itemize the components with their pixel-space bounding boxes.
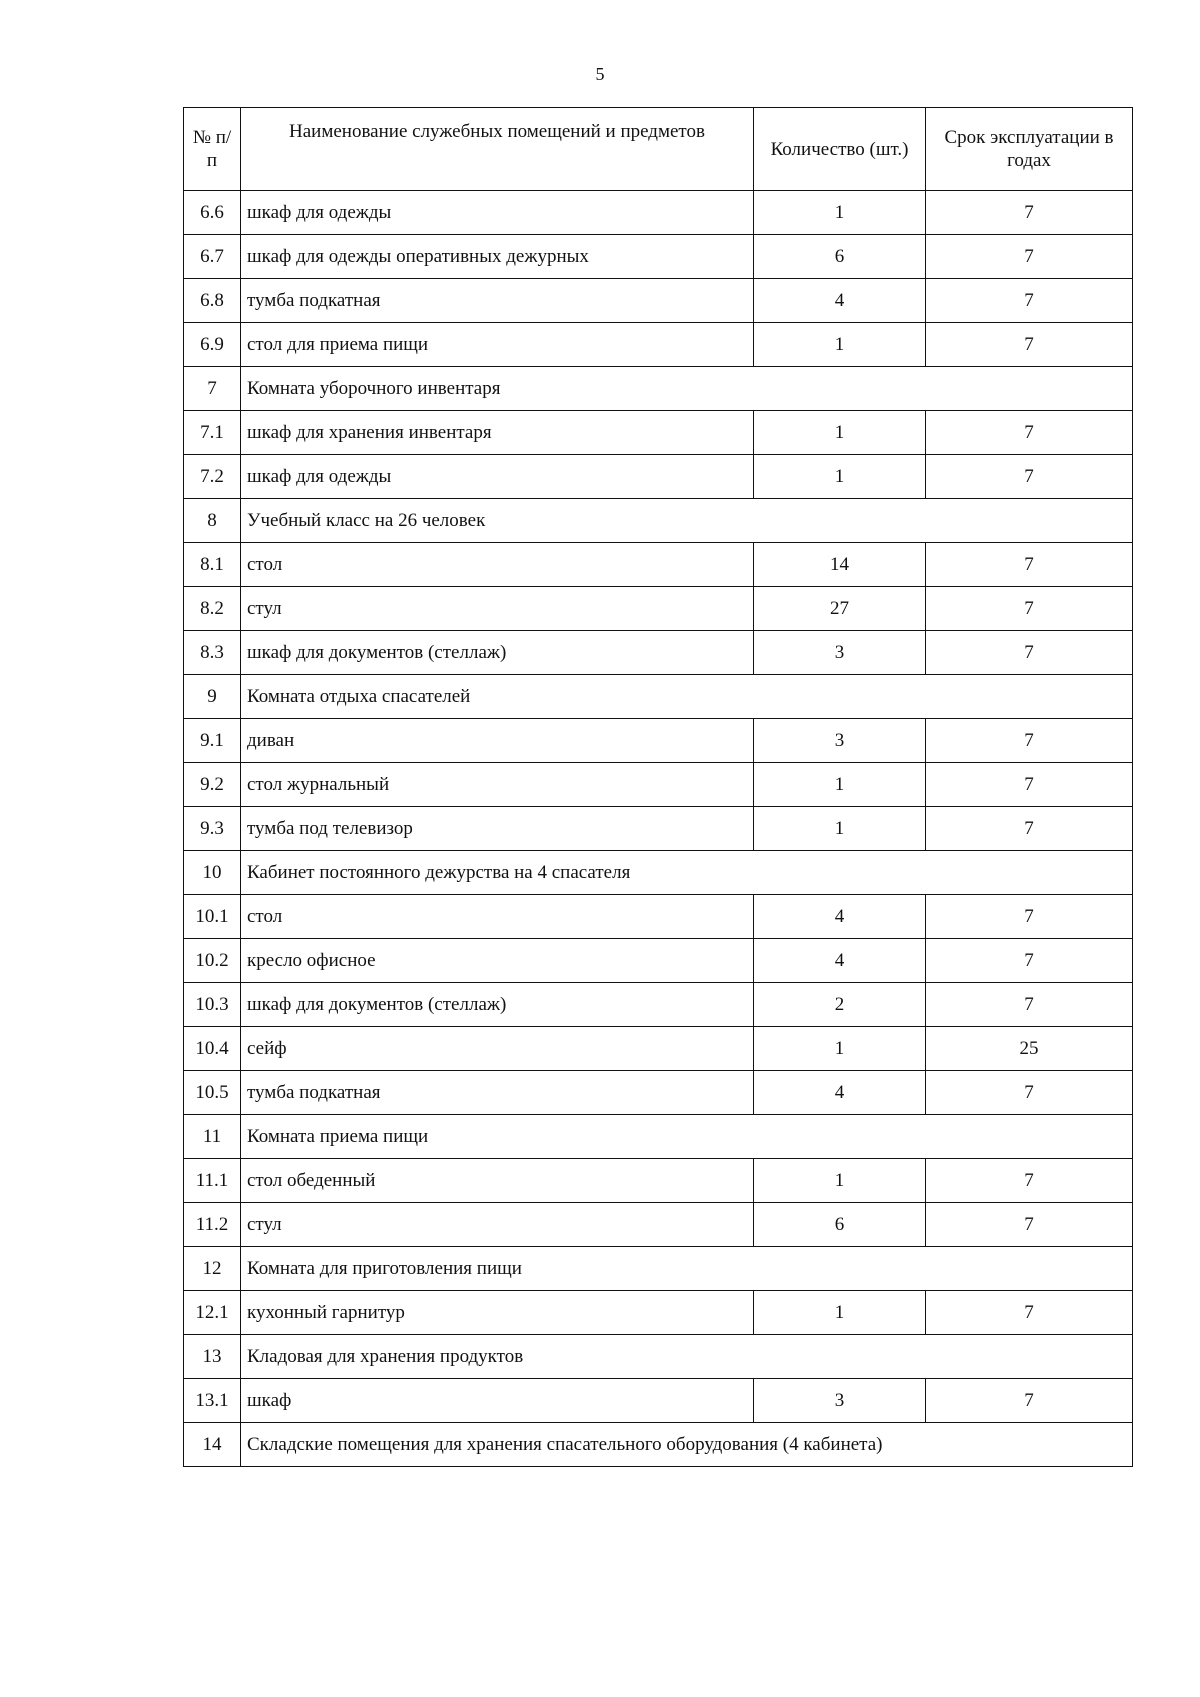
- row-number: 6.7: [184, 235, 241, 279]
- row-number: 9.3: [184, 807, 241, 851]
- item-service-life: 7: [926, 1379, 1133, 1423]
- item-service-life: 7: [926, 543, 1133, 587]
- row-number: 7.1: [184, 411, 241, 455]
- item-quantity: 1: [754, 1291, 926, 1335]
- item-service-life: 7: [926, 1071, 1133, 1115]
- section-row: [184, 367, 1133, 411]
- item-quantity: 2: [754, 983, 926, 1027]
- item-quantity: 6: [754, 235, 926, 279]
- item-service-life: 7: [926, 411, 1133, 455]
- item-service-life: 7: [926, 323, 1133, 367]
- item-quantity: 4: [754, 939, 926, 983]
- table-row: [184, 279, 1133, 323]
- row-number: 10.3: [184, 983, 241, 1027]
- section-row: [184, 499, 1133, 543]
- table-row: [184, 939, 1133, 983]
- row-number: 10.5: [184, 1071, 241, 1115]
- item-quantity: 3: [754, 719, 926, 763]
- table-row: [184, 411, 1133, 455]
- row-number: 8.1: [184, 543, 241, 587]
- item-service-life: 7: [926, 1159, 1133, 1203]
- row-number: 12.1: [184, 1291, 241, 1335]
- item-quantity: 27: [754, 587, 926, 631]
- section-title: Комната приема пищи: [241, 1115, 1133, 1159]
- row-number: 11.1: [184, 1159, 241, 1203]
- item-quantity: 1: [754, 411, 926, 455]
- item-service-life: 7: [926, 587, 1133, 631]
- row-number: 6.6: [184, 191, 241, 235]
- item-service-life: 7: [926, 455, 1133, 499]
- item-quantity: 3: [754, 1379, 926, 1423]
- section-title: Кладовая для хранения продуктов: [241, 1335, 1133, 1379]
- section-row: [184, 1115, 1133, 1159]
- item-name: тумба под телевизор: [241, 807, 754, 851]
- table-row: [184, 455, 1133, 499]
- row-number: 10: [184, 851, 241, 895]
- item-name: стол для приема пищи: [241, 323, 754, 367]
- row-number: 6.9: [184, 323, 241, 367]
- header-term: Срок эксплуатации в годах: [926, 108, 1133, 191]
- table-row: [184, 631, 1133, 675]
- section-row: [184, 1423, 1133, 1467]
- row-number: 10.4: [184, 1027, 241, 1071]
- equipment-table: [183, 107, 1133, 1467]
- item-service-life: 7: [926, 1291, 1133, 1335]
- section-title: Комната отдыха спасателей: [241, 675, 1133, 719]
- item-name: стол обеденный: [241, 1159, 754, 1203]
- item-name: стол: [241, 543, 754, 587]
- item-name: кухонный гарнитур: [241, 1291, 754, 1335]
- row-number: 11: [184, 1115, 241, 1159]
- row-number: 9.2: [184, 763, 241, 807]
- row-number: 12: [184, 1247, 241, 1291]
- item-quantity: 1: [754, 763, 926, 807]
- item-quantity: 1: [754, 1159, 926, 1203]
- row-number: 9.1: [184, 719, 241, 763]
- table-row: [184, 1379, 1133, 1423]
- item-quantity: 1: [754, 455, 926, 499]
- item-name: шкаф: [241, 1379, 754, 1423]
- item-service-life: 7: [926, 939, 1133, 983]
- item-name: тумба подкатная: [241, 279, 754, 323]
- item-quantity: 4: [754, 1071, 926, 1115]
- item-name: стол: [241, 895, 754, 939]
- item-name: кресло офисное: [241, 939, 754, 983]
- item-quantity: 1: [754, 191, 926, 235]
- row-number: 7.2: [184, 455, 241, 499]
- item-name: стул: [241, 1203, 754, 1247]
- table-row: [184, 191, 1133, 235]
- item-quantity: 6: [754, 1203, 926, 1247]
- item-quantity: 1: [754, 1027, 926, 1071]
- item-name: шкаф для одежды: [241, 455, 754, 499]
- table-row: [184, 587, 1133, 631]
- table-row: [184, 1071, 1133, 1115]
- table-row: [184, 807, 1133, 851]
- row-number: 8.2: [184, 587, 241, 631]
- table-row: [184, 895, 1133, 939]
- header-qty: Количество (шт.): [754, 108, 926, 191]
- item-name: тумба подкатная: [241, 1071, 754, 1115]
- item-name: сейф: [241, 1027, 754, 1071]
- item-name: шкаф для документов (стеллаж): [241, 983, 754, 1027]
- item-service-life: 7: [926, 1203, 1133, 1247]
- row-number: 10.2: [184, 939, 241, 983]
- section-row: [184, 851, 1133, 895]
- row-number: 11.2: [184, 1203, 241, 1247]
- table-row: [184, 323, 1133, 367]
- item-name: шкаф для одежды: [241, 191, 754, 235]
- row-number: 8.3: [184, 631, 241, 675]
- table-row: [184, 1027, 1133, 1071]
- row-number: 7: [184, 367, 241, 411]
- table-row: [184, 983, 1133, 1027]
- row-number: 13.1: [184, 1379, 241, 1423]
- table-header-row: [184, 108, 1133, 191]
- table-row: [184, 1159, 1133, 1203]
- row-number: 14: [184, 1423, 241, 1467]
- item-quantity: 1: [754, 807, 926, 851]
- item-service-life: 7: [926, 191, 1133, 235]
- header-name: Наименование служебных помещений и предметов: [241, 108, 754, 191]
- item-quantity: 4: [754, 895, 926, 939]
- table-row: [184, 235, 1133, 279]
- row-number: 9: [184, 675, 241, 719]
- row-number: 6.8: [184, 279, 241, 323]
- page-number: 5: [595, 64, 605, 84]
- table-row: [184, 1291, 1133, 1335]
- table-row: [184, 543, 1133, 587]
- item-name: шкаф для хранения инвентаря: [241, 411, 754, 455]
- item-quantity: 14: [754, 543, 926, 587]
- item-service-life: 25: [926, 1027, 1133, 1071]
- item-name: стол журнальный: [241, 763, 754, 807]
- section-title: Кабинет постоянного дежурства на 4 спасателя: [241, 851, 1133, 895]
- section-row: [184, 1335, 1133, 1379]
- item-service-life: 7: [926, 983, 1133, 1027]
- table-row: [184, 763, 1133, 807]
- item-service-life: 7: [926, 807, 1133, 851]
- section-row: [184, 1247, 1133, 1291]
- item-quantity: 1: [754, 323, 926, 367]
- section-title: Комната уборочного инвентаря: [241, 367, 1133, 411]
- table-row: [184, 1203, 1133, 1247]
- item-service-life: 7: [926, 631, 1133, 675]
- item-service-life: 7: [926, 895, 1133, 939]
- row-number: 8: [184, 499, 241, 543]
- header-num: № п/п: [184, 108, 241, 191]
- item-service-life: 7: [926, 279, 1133, 323]
- item-quantity: 4: [754, 279, 926, 323]
- item-quantity: 3: [754, 631, 926, 675]
- section-title: Учебный класс на 26 человек: [241, 499, 1133, 543]
- item-name: шкаф для одежды оперативных дежурных: [241, 235, 754, 279]
- section-title: Комната для приготовления пищи: [241, 1247, 1133, 1291]
- item-name: диван: [241, 719, 754, 763]
- item-name: стул: [241, 587, 754, 631]
- item-name: шкаф для документов (стеллаж): [241, 631, 754, 675]
- item-service-life: 7: [926, 763, 1133, 807]
- section-row: [184, 675, 1133, 719]
- table-body: [184, 191, 1133, 1467]
- item-service-life: 7: [926, 719, 1133, 763]
- row-number: 10.1: [184, 895, 241, 939]
- row-number: 13: [184, 1335, 241, 1379]
- item-service-life: 7: [926, 235, 1133, 279]
- section-title: Складские помещения для хранения спасательного оборудования (4 кабинета): [241, 1423, 1133, 1467]
- table-row: [184, 719, 1133, 763]
